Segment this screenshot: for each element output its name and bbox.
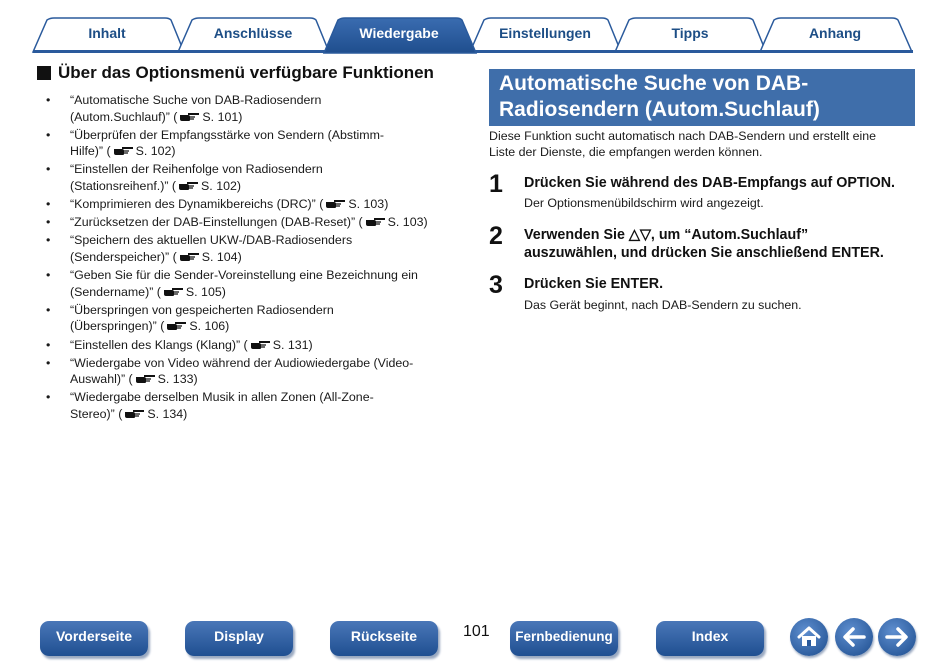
function-list-text: (Autom.Suchlauf)” ( bbox=[70, 109, 178, 124]
bullet: • bbox=[46, 355, 51, 370]
page-reference-icon[interactable] bbox=[250, 338, 271, 349]
step-1-note: Der Optionsmenübildschirm wird angezeigt. bbox=[524, 196, 764, 210]
tab-wiedergabe[interactable]: Wiedergabe bbox=[359, 25, 439, 41]
function-list-text: (Überspringen)” ( bbox=[70, 319, 165, 334]
step-1-number: 1 bbox=[489, 170, 503, 198]
home-icon bbox=[790, 618, 828, 656]
back-button[interactable] bbox=[835, 618, 873, 656]
step-2-text-line-1: Verwenden Sie △▽, um “Autom.Suchlauf” bbox=[524, 227, 809, 243]
function-list-item bbox=[40, 337, 455, 354]
home-button[interactable] bbox=[790, 618, 828, 656]
heading-square-icon bbox=[37, 66, 51, 80]
nav-button-rueckseite[interactable]: Rückseite bbox=[330, 621, 438, 656]
page-reference[interactable]: S. 131) bbox=[272, 337, 313, 352]
bullet: • bbox=[46, 215, 51, 230]
function-list-text: “Wiedergabe von Video während der Audiowiedergabe (Video- bbox=[70, 355, 414, 370]
function-list-text: Stereo)” ( bbox=[70, 406, 123, 421]
page-reference[interactable]: S. 134) bbox=[147, 406, 188, 421]
bullet: • bbox=[46, 93, 51, 107]
section-heading bbox=[37, 63, 434, 83]
function-list-text: Hilfe)” ( bbox=[70, 144, 111, 159]
page-reference[interactable]: S. 101) bbox=[202, 109, 243, 124]
section-title-line-1: Automatische Suche von DAB- bbox=[499, 72, 809, 95]
bullet: • bbox=[46, 162, 51, 177]
nav-button-display[interactable]: Display bbox=[185, 621, 293, 656]
function-list-text: “Speichern des aktuellen UKW-/DAB-Radiosenders bbox=[70, 233, 353, 248]
page-reference[interactable]: S. 104) bbox=[201, 249, 242, 264]
forward-button[interactable] bbox=[878, 618, 916, 656]
function-list-item bbox=[40, 302, 455, 335]
bullet: • bbox=[46, 233, 51, 248]
function-list-text: Auswahl)” ( bbox=[70, 372, 133, 387]
back-arrow-icon bbox=[835, 618, 873, 656]
function-list-text: (Stationsreihenf.)” ( bbox=[70, 178, 177, 193]
function-list-text: “Automatische Suche von DAB-Radiosendern bbox=[70, 93, 322, 107]
page-reference[interactable]: S. 102) bbox=[201, 178, 241, 193]
page-reference-icon[interactable] bbox=[179, 110, 200, 121]
page-reference-icon[interactable] bbox=[113, 144, 134, 155]
function-list-text: “Einstellen der Reihenfolge von Radiosendern bbox=[70, 162, 323, 177]
page-reference[interactable]: S. 133) bbox=[157, 372, 198, 387]
nav-button-index[interactable]: Index bbox=[656, 621, 764, 656]
page-reference-icon[interactable] bbox=[179, 250, 200, 261]
page-reference-icon[interactable] bbox=[135, 372, 156, 383]
function-list-text: “Komprimieren des Dynamikbereichs (DRC)” ( bbox=[70, 197, 324, 212]
function-list-item bbox=[40, 355, 455, 388]
nav-button-fernbedienung[interactable]: Fernbedienung bbox=[510, 621, 618, 656]
intro-line-2: Liste der Dienste, die empfangen werden können. bbox=[489, 145, 763, 159]
function-list-item bbox=[40, 92, 455, 125]
function-list-item bbox=[40, 389, 455, 422]
bullet: • bbox=[46, 302, 51, 317]
bullet: • bbox=[46, 390, 51, 405]
page-reference[interactable]: S. 102) bbox=[135, 144, 176, 159]
function-list-text: “Überspringen von gespeicherten Radiosendern bbox=[70, 302, 334, 317]
step-1-text: Drücken Sie während des DAB-Empfangs auf OPTION. bbox=[524, 175, 895, 191]
nav-button-vorderseite[interactable]: Vorderseite bbox=[40, 621, 148, 656]
step-3-text: Drücken Sie ENTER. bbox=[524, 276, 664, 292]
intro-text bbox=[489, 128, 917, 160]
section-title-line-2: Radiosendern (Autom.Suchlauf) bbox=[499, 98, 820, 121]
step-3-number: 3 bbox=[489, 271, 503, 299]
page-reference-icon[interactable] bbox=[124, 407, 145, 418]
bullet: • bbox=[46, 337, 51, 352]
page-reference[interactable]: S. 103) bbox=[387, 215, 428, 230]
page-reference[interactable]: S. 103) bbox=[348, 197, 389, 212]
top-tab-bar bbox=[0, 0, 950, 56]
function-list-text: (Senderspeicher)” ( bbox=[70, 249, 177, 264]
function-list-text: “Wiedergabe derselben Musik in allen Zonen (All-Zone- bbox=[70, 390, 374, 405]
intro-line-1: Diese Funktion sucht automatisch nach DAB-Sendern und erstellt eine bbox=[489, 129, 877, 143]
function-list-item bbox=[40, 267, 455, 300]
page-reference-icon[interactable] bbox=[166, 319, 187, 330]
function-list-text: (Sendername)” ( bbox=[70, 284, 161, 299]
function-list-item bbox=[40, 127, 455, 160]
section-heading-text: Über das Optionsmenü verfügbare Funktionen bbox=[58, 63, 434, 82]
function-list bbox=[40, 92, 455, 424]
bullet: • bbox=[46, 127, 51, 142]
function-list-text: “Geben Sie für die Sender-Voreinstellung eine Bezeichnung ein bbox=[70, 268, 418, 283]
page-reference[interactable]: S. 105) bbox=[185, 284, 226, 299]
step-2-text-line-2: auszuwählen, und drücken Sie anschließend ENTER. bbox=[524, 245, 884, 261]
bullet: • bbox=[46, 268, 51, 283]
page-reference-icon[interactable] bbox=[325, 197, 346, 208]
forward-arrow-icon bbox=[878, 618, 916, 656]
step-3-note: Das Gerät beginnt, nach DAB-Sendern zu suchen. bbox=[524, 298, 802, 312]
tab-tipps[interactable]: Tipps bbox=[671, 25, 709, 41]
tab-anschluesse[interactable]: Anschlüsse bbox=[213, 25, 293, 41]
tab-einstellungen[interactable]: Einstellungen bbox=[499, 25, 591, 41]
function-list-item bbox=[40, 232, 455, 265]
function-list-text: “Überprüfen der Empfangsstärke von Sendern (Abstimm- bbox=[70, 127, 385, 142]
function-list-item bbox=[40, 161, 455, 194]
section-title bbox=[499, 71, 820, 123]
section-title-box bbox=[489, 69, 915, 126]
function-list-item bbox=[40, 214, 455, 231]
function-list-text: “Zurücksetzen der DAB-Einstellungen (DAB-Reset)” ( bbox=[70, 215, 363, 230]
step-2-number: 2 bbox=[489, 222, 503, 250]
function-list-item bbox=[40, 196, 455, 213]
page-reference-icon[interactable] bbox=[178, 179, 199, 190]
page-reference-icon[interactable] bbox=[365, 215, 386, 226]
page-reference[interactable]: S. 106) bbox=[189, 319, 230, 334]
page-number: 101 bbox=[463, 623, 490, 640]
function-list-text: “Einstellen des Klangs (Klang)” ( bbox=[70, 337, 248, 352]
page-reference-icon[interactable] bbox=[163, 285, 184, 296]
step-2-text bbox=[524, 226, 924, 262]
tab-anhang[interactable]: Anhang bbox=[808, 25, 862, 41]
bullet: • bbox=[46, 197, 51, 212]
tab-inhalt[interactable]: Inhalt bbox=[88, 25, 126, 41]
